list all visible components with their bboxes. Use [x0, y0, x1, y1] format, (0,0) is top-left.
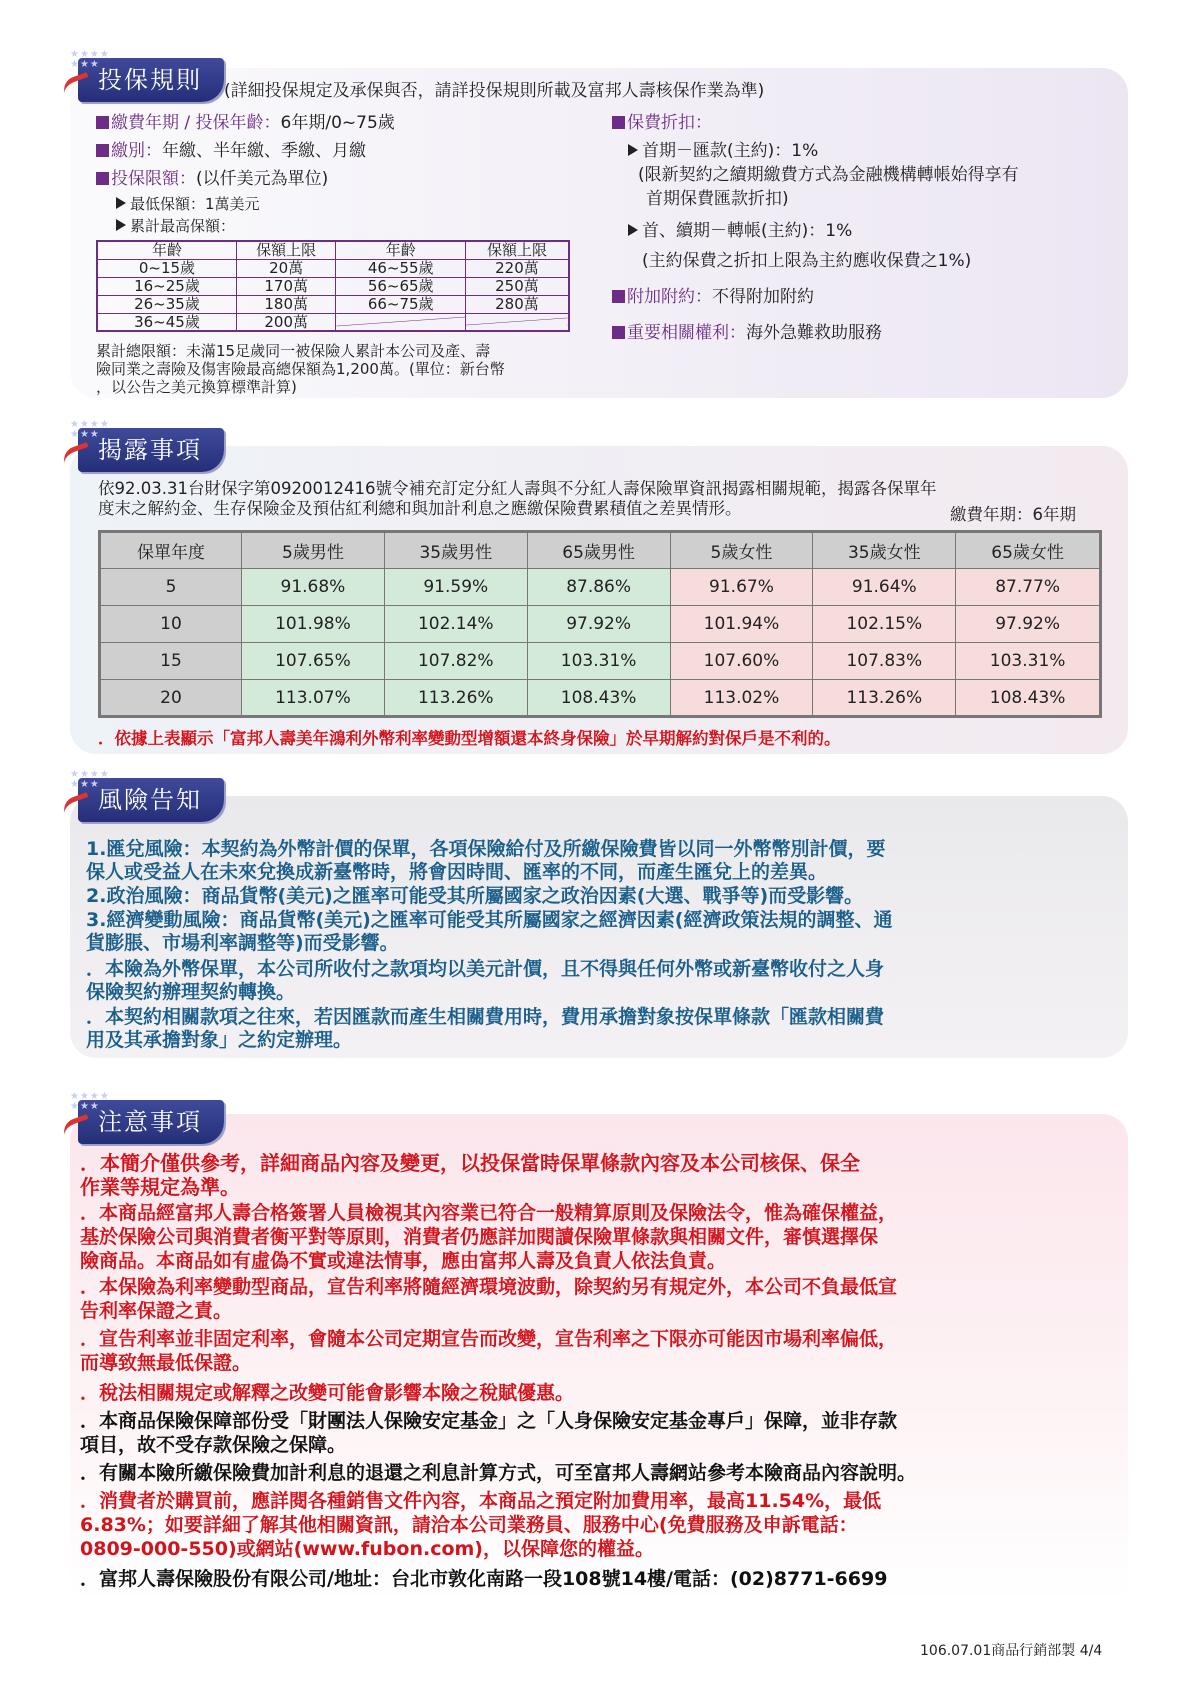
total-limit-note-3: ，以公告之美元換算標準計算): [96, 378, 297, 396]
early-surrender-warning: ．依據上表顯示「富邦人壽美年鴻利外幣利率變動型增額還本終身保險」於早期解約對保戶是不利的。: [98, 729, 841, 748]
rights-row: 重要相關權利：海外急難救助服務: [612, 322, 882, 344]
risk-line: 保人或受益人在未來兌換成新臺幣時，將會因時間、匯率的不同，而產生匯兌上的差異。: [86, 861, 828, 883]
notice-line: 項目，故不受存款保險之保障。: [80, 1434, 347, 1456]
square-bullet-icon: [96, 172, 109, 185]
discount-1: 首期－匯款(主約)：1%: [628, 140, 818, 162]
age-row: 繳費年期 / 投保年齡：6年期/0~75歲: [96, 112, 395, 134]
notice-line: ．富邦人壽保險股份有限公司/地址：台北市敦化南路一段108號14樓/電話：(02)8771-6699: [80, 1568, 888, 1590]
table-row: 5 91.68% 91.59% 87.86% 91.67% 91.64% 87.77%: [100, 569, 1101, 606]
discount-heading: 保費折扣：: [612, 112, 712, 134]
risk-line: 用及其承擔對象」之約定辦理。: [86, 1029, 353, 1051]
payment-period: 繳費年期：6年期: [950, 505, 1076, 524]
flag-swoosh-icon: [60, 72, 95, 106]
total-limit-note-1: 累計總限額：未滿15足歲同一被保險人累計本公司及產、壽: [96, 342, 491, 360]
notice-line: 作業等規定為準。: [80, 1175, 240, 1199]
flag-swoosh-icon: [60, 442, 95, 476]
square-bullet-icon: [612, 116, 625, 129]
table-row: 36~45歲 200萬: [97, 313, 569, 331]
notice-line: ．本保險為利率變動型商品，宣告利率將隨經濟環境波動，除契約另有規定外，本公司不負最低宣: [80, 1276, 898, 1298]
notice-tag: ★★★★ ★★★ 注意事項: [78, 1100, 224, 1144]
risk-line: ．本契約相關款項之往來，若因匯款而產生相關費用時，費用承擔對象按保單條款「匯款相關費: [86, 1006, 885, 1028]
rider-row: 附加附約：不得附加附約: [612, 286, 814, 308]
square-bullet-icon: [96, 116, 109, 129]
flag-swoosh-icon: [60, 792, 95, 826]
disclosure-intro-2: 度末之解約金、生存保險金及預估紅利總和與加計利息之應繳保險費累積值之差異情形。: [98, 499, 742, 518]
notice-line: 險商品。本商品如有虛偽不實或違法情事，應由富邦人壽及負責人依法負責。: [80, 1250, 727, 1272]
table-row: 16~25歲 170萬 56~65歲 250萬: [97, 277, 569, 295]
notice-line: ．本簡介僅供參考，詳細商品內容及變更，以投保當時保單條款內容及本公司核保、保全: [80, 1151, 860, 1175]
risk-tag: ★★★★ ★★★ 風險告知: [78, 778, 224, 822]
notice-line: ．稅法相關規定或解釋之改變可能會影響本險之稅賦優惠。: [80, 1382, 575, 1404]
notice-line: 而導致無最低保證。: [80, 1352, 252, 1374]
discount-1-note-b: 首期保費匯款折扣): [646, 189, 789, 209]
notice-line: ．消費者於購買前，應詳閱各種銷售文件內容，本商品之預定附加費用率，最高11.54%，最低: [80, 1490, 882, 1512]
triangle-bullet-icon: [628, 144, 638, 156]
risk-line: 保險契約辦理契約轉換。: [86, 981, 296, 1003]
discount-1-note-a: (限新契約之續期繳費方式為金融機構轉帳始得享有: [638, 165, 1019, 185]
triangle-bullet-icon: [116, 219, 126, 231]
stars-icon: ★★★★ ★★★: [70, 1091, 110, 1112]
risk-line: 2.政治風險：商品貨幣(美元)之匯率可能受其所屬國家之政治因素(大選、戰爭等)而受影響。: [86, 885, 864, 907]
limit-table: [96, 240, 570, 332]
notice-line: 告利率保證之責。: [80, 1300, 233, 1322]
disclosure-table: [98, 530, 1102, 718]
notice-line: ．宣告利率並非固定利率，會隨本公司定期宣告而改變，宣告利率之下限亦可能因市場利率偏低，: [80, 1328, 898, 1350]
risk-line: 3.經濟變動風險：商品貨幣(美元)之匯率可能受其所屬國家之經濟因素(經濟政策法規的調整、通: [86, 909, 893, 931]
total-limit-note-2: 險同業之壽險及傷害險最高總保額為1,200萬。(單位：新台幣: [96, 360, 505, 378]
discount-2-note: (主約保費之折扣上限為主約應收保費之1%): [642, 251, 972, 271]
table-row: 10 101.98% 102.14% 97.92% 101.94% 102.15% 97.92%: [100, 606, 1101, 643]
table-row: 26~35歲 180萬 66~75歲 280萬: [97, 295, 569, 313]
table-row: 20 113.07% 113.26% 108.43% 113.02% 113.26% 108.43%: [100, 680, 1101, 717]
notice-line: ．本商品經富邦人壽合格簽署人員檢視其內容業已符合一般精算原則及保險法令，惟為確保權益，: [80, 1202, 898, 1224]
notice-line: ．本商品保險保障部份受「財團法人保險安定基金」之「人身保險安定基金專戶」保障，並非存款: [80, 1410, 898, 1432]
pay-row: 繳別：年繳、半年繳、季繳、月繳: [96, 140, 366, 162]
stars-icon: ★★★★ ★★★: [70, 49, 110, 70]
notice-line: 6.83%；如要詳細了解其他相關資訊，請洽本公司業務員、服務中心(免費服務及申訴電話：: [80, 1514, 858, 1536]
square-bullet-icon: [612, 290, 625, 303]
notice-line: 0809-000-550)或網站(www.fubon.com)，以保障您的權益。: [80, 1538, 654, 1560]
square-bullet-icon: [96, 144, 109, 157]
triangle-bullet-icon: [628, 224, 638, 236]
discount-2: 首、續期－轉帳(主約)：1%: [628, 220, 852, 242]
disclosure-intro-1: 依92.03.31台財保字第0920012416號令補充訂定分紅人壽與不分紅人壽保險單資訊揭露相關規範，揭露各保單年: [98, 479, 937, 498]
table-row: 0~15歲 20萬 46~55歲 220萬: [97, 259, 569, 277]
stars-icon: ★★★★ ★★★: [70, 419, 110, 440]
flag-swoosh-icon: [60, 1114, 95, 1148]
table-row: 15 107.65% 107.82% 103.31% 107.60% 107.83% 103.31%: [100, 643, 1101, 680]
max-limit: 累計最高保額：: [116, 215, 235, 237]
triangle-bullet-icon: [116, 197, 126, 209]
notice-line: 基於保險公司與消費者衡平對等原則，消費者仍應詳加閱讀保險單條款與相關文件，審慎選擇保: [80, 1226, 879, 1248]
rules-tag: ★★★★ ★★★ 投保規則: [78, 58, 224, 102]
min-limit: 最低保額：1萬美元: [116, 193, 260, 215]
square-bullet-icon: [612, 326, 625, 339]
rules-subtitle: (詳細投保規定及承保與否，請詳投保規則所載及富邦人壽核保作業為準): [224, 81, 765, 101]
page-footer: 106.07.01商品行銷部製 4/4: [920, 1643, 1103, 1659]
limit-table-header: 年齡 保額上限 年齡 保額上限: [97, 241, 569, 259]
disclosure-tag: ★★★★ ★★★ 揭露事項: [78, 428, 224, 472]
stars-icon: ★★★★ ★★★: [70, 769, 110, 790]
risk-line: ．本險為外幣保單，本公司所收付之款項均以美元計價，且不得與任何外幣或新臺幣收付之人身: [86, 958, 885, 980]
risk-line: 貨膨脹、市場利率調整等)而受影響。: [86, 932, 399, 954]
risk-line: 1.匯兌風險：本契約為外幣計價的保單，各項保險給付及所繳保險費皆以同一外幣幣別計價，要: [86, 838, 886, 860]
limit-row: 投保限額：(以仟美元為單位): [96, 168, 328, 190]
disclosure-table-header: 保單年度 5歲男性 35歲男性 65歲男性 5歲女性 35歲女性 65歲女性: [100, 532, 1101, 569]
notice-line: ．有關本險所繳保險費加計利息的退還之利息計算方式，可至富邦人壽網站參考本險商品內容說明。: [80, 1462, 917, 1484]
